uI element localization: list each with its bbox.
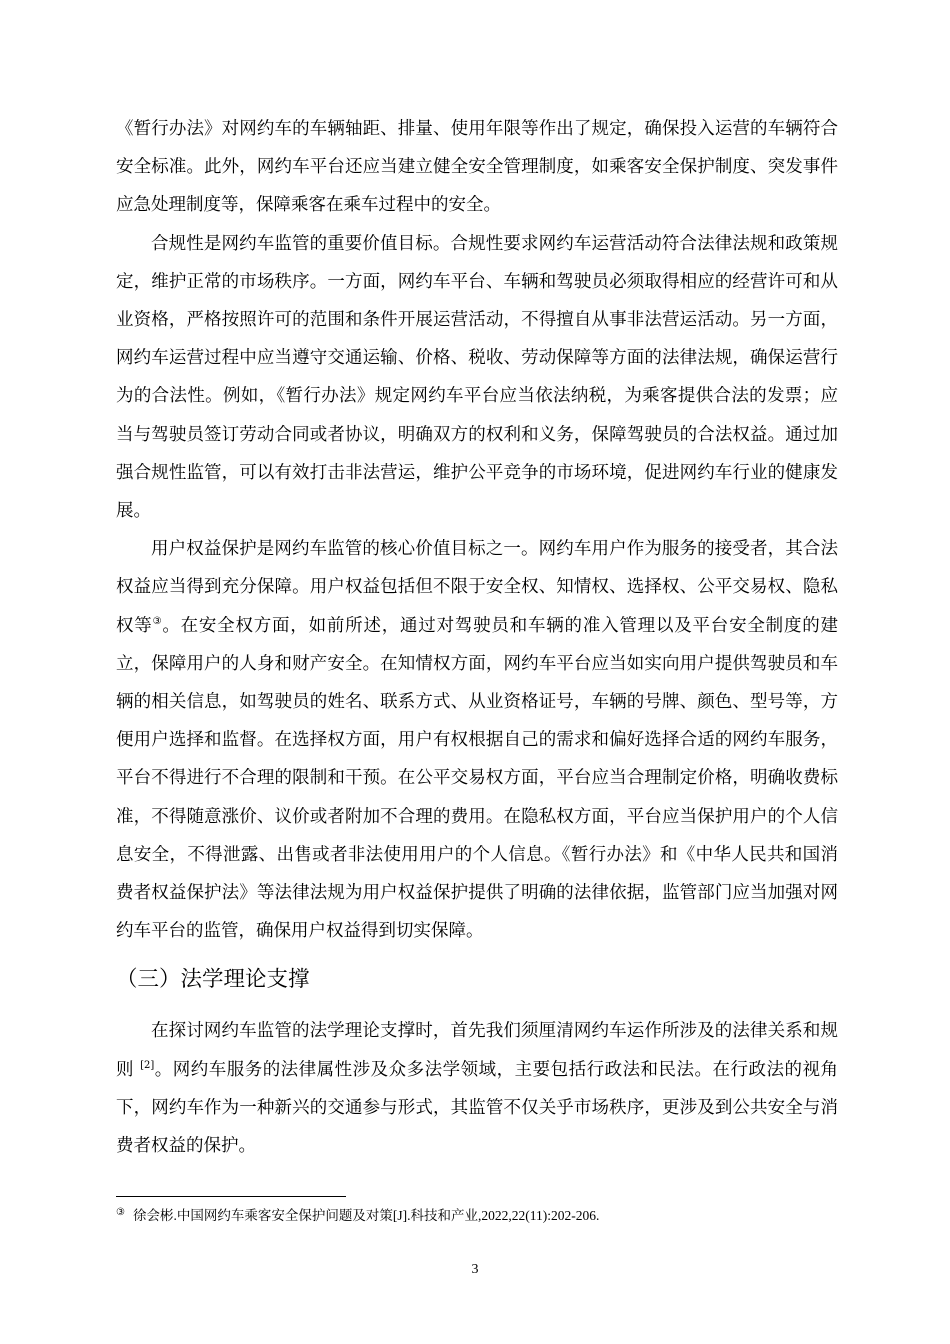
paragraph-user-rights-part-1: 用户权益保护是网约车监管的核心价值目标之一。网约车用户作为服务的接受者，其合法权益应当得到充分保障。用户权益包括但不限于安全权、知情权、选择权、公平交易权、隐私权等: [116, 539, 838, 636]
footnote: [116, 1206, 838, 1226]
paragraph-vehicle-safety: 《暂行办法》对网约车的车辆轴距、排量、使用年限等作出了规定，确保投入运营的车辆符合安全标准。此外，网约车平台还应当建立健全安全管理制度，如乘客安全保护制度、突发事件应急处理制度等，保障乘客在乘车过程中的安全。: [116, 119, 838, 216]
body-content: [116, 110, 838, 1165]
paragraph-user-rights: [116, 530, 838, 950]
paragraph-compliance: 合规性是网约车监管的重要价值目标。合规性要求网约车运营活动符合法律法规和政策规定，维护正常的市场秩序。一方面，网约车平台、车辆和驾驶员必须取得相应的经营许可和从业资格，严格按照许可的范围和条件开展运营活动，不得擅自从事非法营运活动。另一方面，网约车运营过程中应当遵守交通运输、价格、税收、劳动保障等方面的法律法规，确保运营行为的合法性。例如，《暂行办法》规定网约车平台应当依法纳税，为乘客提供合法的发票；应当与驾驶员签订劳动合同或者协议，明确双方的权利和义务，保障驾驶员的合法权益。通过加强合规性监管，可以有效打击非法营运，维护公平竞争的市场环境，促进网约车行业的健康发展。: [116, 233, 838, 522]
paragraph-user-rights-part-2: 。在安全权方面，如前所述，通过对驾驶员和车辆的准入管理以及平台安全制度的建立，保障用户的人身和财产安全。在知情权方面，网约车平台应当如实向用户提供驾驶员和车辆的相关信息，如驾驶员的姓名、联系方式、从业资格证号，车辆的号牌、颜色、型号等，方便用户选择和监督。在选择权方面，用户有权根据自己的需求和偏好选择合适的网约车服务，平台不得进行不合理的限制和干预。在公平交易权方面，平台应当合理制定价格，明确收费标准，不得随意涨价、议价或者附加不合理的费用。在隐私权方面，平台应当保护用户的个人信息安全，不得泄露、出售或者非法使用用户的个人信息。《暂行办法》和《中华人民共和国消费者权益保护法》等法律法规为用户权益保护提供了明确的法律依据，监管部门应当加强对网约车平台的监管，确保用户权益得到切实保障。: [116, 615, 839, 942]
paragraph-legal-theory-part-2: 。网约车服务的法律属性涉及众多法学领域，主要包括行政法和民法。在行政法的视角下，网约车作为一种新兴的交通参与形式，其监管不仅关乎市场秩序，更涉及到公共安全与消费者权益的保护。: [116, 1059, 838, 1157]
citation-reference-2[interactable]: [2]: [140, 1059, 155, 1071]
section-heading: （三）法学理论支撑: [116, 967, 310, 993]
paragraph-legal-theory-part-1: 在探讨网约车监管的法学理论支撑时，首先我们须厘清网约车运作所涉及的法律关系和规则: [116, 1021, 838, 1080]
footnote-text: 徐会彬.中国网约车乘客安全保护问题及对策[J].科技和产业,2022,22(11):202-206.: [132, 1208, 600, 1223]
footnote-reference-3[interactable]: ③: [152, 615, 163, 627]
footnote-divider: [116, 1196, 346, 1197]
footnote-mark: ③: [116, 1206, 125, 1218]
paragraph-legal-theory: [116, 1012, 838, 1165]
page-number: 3: [471, 1262, 479, 1277]
